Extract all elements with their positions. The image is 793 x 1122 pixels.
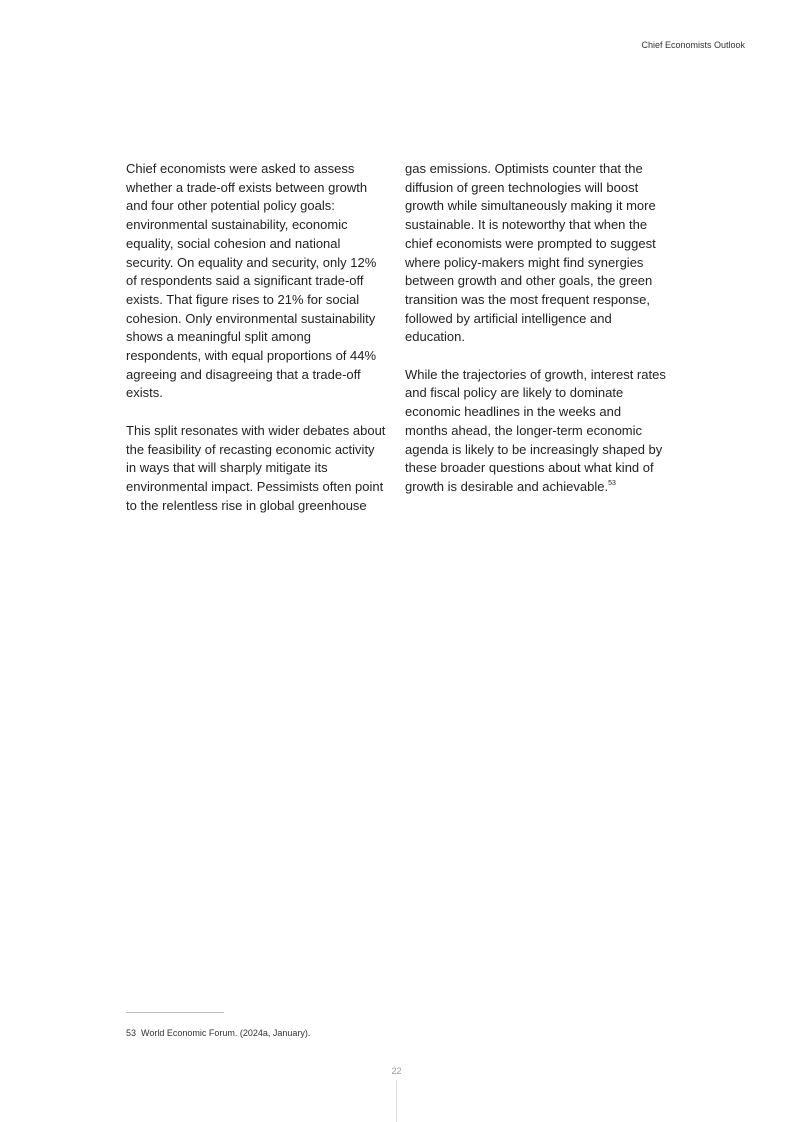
paragraph: Chief economists were asked to assess whether a trade-off exists between growth and four other potential policy goals: environmental sustainability, economic equality, social cohesion and national security. On equality and security, only 12% of respondents said a significant trade-off exists. That figure rises to 21% for social cohesion. Only environmental sustainability shows a meaningful split among respondents, with equal proportions of 44% agreeing and disagreeing that a trade-off exists.: [126, 161, 377, 401]
paragraph-text: While the trajectories of growth, interest rates and fiscal policy are likely to dominate economic headlines in the weeks and months ahead, the longer-term economic agenda is likely to be increasingly shaped by these broader questions about what kind of growth is desirable and achievable.: [405, 366, 666, 494]
footnote: [126, 1028, 310, 1038]
paragraph: This split resonates with wider debates about the feasibility of recasting economic activity in ways that will sharply mitigate its environmental impact. Pessimists often point to the relentless rise in global greenhouse: [126, 422, 386, 513]
left-text-column: [126, 160, 388, 534]
page-number-rule: [396, 1080, 397, 1122]
footnote-number: 53: [126, 1028, 137, 1038]
footnote-divider: [126, 1012, 224, 1013]
paragraph: gas emissions. Optimists counter that the diffusion of green technologies will boost growth while simultaneously making it more sustainable. It is noteworthy that when the chief economists were prompted to suggest where policy-makers might find synergies between growth and other goals, the green transition was the most frequent response, followed by artificial intelligence and education.: [405, 161, 656, 345]
paragraph: [405, 366, 667, 497]
footnote-text: World Economic Forum. (2024a, January).: [141, 1028, 311, 1038]
right-text-column: [405, 160, 667, 515]
running-header: Chief Economists Outlook: [641, 40, 745, 50]
footnote-reference[interactable]: 53: [608, 479, 616, 487]
page-number: 22: [391, 1066, 402, 1076]
